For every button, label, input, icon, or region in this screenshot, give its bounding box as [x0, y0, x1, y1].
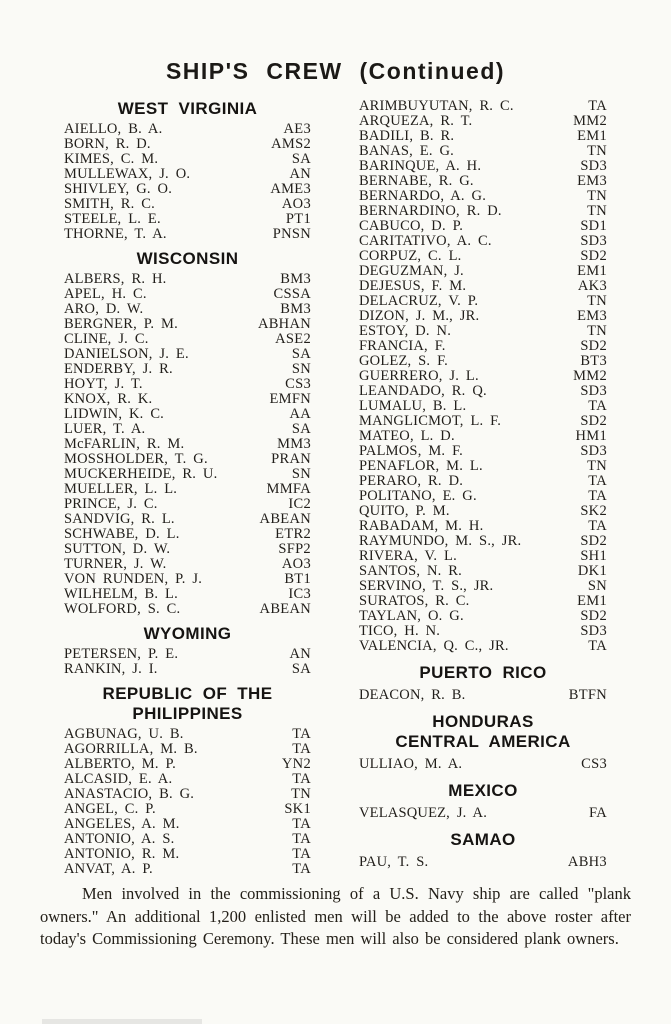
- crew-rate: TN: [587, 143, 607, 159]
- crew-rate: TA: [292, 771, 311, 787]
- crew-name: RIVERA, V. L.: [359, 548, 457, 564]
- crew-row: [359, 279, 607, 294]
- crew-rate: AO3: [281, 196, 311, 212]
- roster-columns: [64, 99, 607, 877]
- crew-row: [359, 564, 607, 579]
- crew-rate: MM2: [573, 113, 607, 129]
- crew-rate: TA: [588, 473, 607, 489]
- crew-rate: EM3: [577, 173, 607, 189]
- crew-row: [359, 399, 607, 414]
- crew-rate: TA: [588, 488, 607, 504]
- crew-row: [64, 152, 311, 167]
- crew-rate: ETR2: [275, 526, 311, 542]
- crew-name: PENAFLOR, M. L.: [359, 458, 483, 474]
- crew-rate: SN: [587, 578, 607, 594]
- crew-row: [359, 639, 607, 654]
- crew-rate: TN: [291, 786, 311, 802]
- crew-rate: SD2: [580, 413, 607, 429]
- crew-row: [64, 557, 311, 572]
- crew-rate: SFP2: [278, 541, 311, 557]
- crew-row: [64, 332, 311, 347]
- crew-row: [64, 847, 311, 862]
- crew-name: VON RUNDEN, P. J.: [64, 571, 203, 587]
- crew-name: CARITATIVO, A. C.: [359, 233, 492, 249]
- crew-name: RABADAM, M. H.: [359, 518, 484, 534]
- roster-section: [64, 624, 311, 677]
- crew-name: ARQUEZA, R. T.: [359, 113, 473, 129]
- crew-name: BERGNER, P. M.: [64, 316, 178, 332]
- crew-rate: ABEAN: [259, 601, 311, 617]
- crew-row: [64, 832, 311, 847]
- crew-name: TURNER, J. W.: [64, 556, 167, 572]
- crew-name: BADILI, B. R.: [359, 128, 455, 144]
- crew-row: [64, 362, 311, 377]
- crew-name: CLINE, J. C.: [64, 331, 149, 347]
- crew-row: [359, 489, 607, 504]
- crew-name: MUELLER, L. L.: [64, 481, 178, 497]
- crew-row: [64, 197, 311, 212]
- crew-row: [64, 727, 311, 742]
- crew-name: WOLFORD, S. C.: [64, 601, 181, 617]
- crew-rate: PRAN: [271, 451, 311, 467]
- crew-name: SANDVIG, R. L.: [64, 511, 175, 527]
- crew-name: DEGUZMAN, J.: [359, 263, 464, 279]
- section-heading: [64, 99, 311, 119]
- section-heading: [359, 712, 607, 752]
- crew-row: [359, 757, 607, 772]
- crew-row: [64, 572, 311, 587]
- crew-name: PAU, T. S.: [359, 854, 429, 870]
- crew-name: PALMOS, M. F.: [359, 443, 464, 459]
- crew-rate: CS3: [581, 756, 607, 772]
- roster-column-right: [359, 99, 607, 870]
- crew-row: [64, 467, 311, 482]
- crew-row: [359, 369, 607, 384]
- crew-rate: EM1: [577, 593, 607, 609]
- crew-rate: TA: [588, 98, 607, 114]
- crew-name: BERNARDO, A. G.: [359, 188, 487, 204]
- crew-row: [359, 354, 607, 369]
- roster-section: [359, 830, 607, 870]
- crew-rate: BTFN: [568, 687, 607, 703]
- crew-name: GOLEZ, S. F.: [359, 353, 449, 369]
- crew-name: MULLEWAX, J. O.: [64, 166, 191, 182]
- crew-row: [359, 504, 607, 519]
- crew-row: [64, 227, 311, 242]
- crew-name: PETERSEN, P. E.: [64, 646, 179, 662]
- crew-rate: IC2: [288, 496, 311, 512]
- crew-row: [359, 264, 607, 279]
- crew-rate: ABEAN: [259, 511, 311, 527]
- crew-name: VALENCIA, Q. C., JR.: [359, 638, 509, 654]
- section-heading-line: PUERTO RICO: [419, 663, 547, 682]
- roster-section: [64, 684, 311, 877]
- crew-rate: TA: [292, 726, 311, 742]
- crew-row: [359, 174, 607, 189]
- crew-rate: EM3: [577, 308, 607, 324]
- crew-row: [64, 497, 311, 512]
- crew-name: ANVAT, A. P.: [64, 861, 153, 877]
- crew-rate: TN: [587, 323, 607, 339]
- crew-name: BARINQUE, A. H.: [359, 158, 482, 174]
- crew-name: PERARO, R. D.: [359, 473, 464, 489]
- crew-row: [359, 594, 607, 609]
- crew-rate: MM2: [573, 368, 607, 384]
- crew-rate: SK2: [580, 503, 607, 519]
- crew-name: WILHELM, B. L.: [64, 586, 178, 602]
- crew-name: MOSSHOLDER, T. G.: [64, 451, 208, 467]
- crew-rate: TN: [587, 203, 607, 219]
- section-heading-line: HONDURAS: [432, 712, 534, 731]
- crew-name: HOYT, J. T.: [64, 376, 143, 392]
- crew-row: [64, 272, 311, 287]
- crew-rate: YN2: [281, 756, 311, 772]
- crew-row: [359, 129, 607, 144]
- crew-name: MUCKERHEIDE, R. U.: [64, 466, 218, 482]
- crew-rate: ABH3: [567, 854, 607, 870]
- crew-rate: TA: [292, 816, 311, 832]
- crew-rate: TA: [588, 518, 607, 534]
- crew-row: [64, 377, 311, 392]
- crew-row: [359, 249, 607, 264]
- section-heading-line: WISCONSIN: [136, 249, 239, 268]
- section-heading-line: SAMAO: [450, 830, 516, 849]
- crew-row: [64, 422, 311, 437]
- crew-row: [359, 549, 607, 564]
- crew-row: [359, 114, 607, 129]
- crew-name: DEACON, R. B.: [359, 687, 466, 703]
- crew-rate: SA: [291, 346, 311, 362]
- crew-rate: BM3: [280, 271, 311, 287]
- plank-owners-note: Men involved in the commissioning of a U.S. Navy ship are called "plank owners." An additional 1,200 enlisted men will be added to the above roster after today's Commissioning Ceremony. These men will also be considered plank owners.: [40, 884, 631, 948]
- crew-row: [64, 757, 311, 772]
- crew-row: [64, 167, 311, 182]
- crew-rate: AN: [289, 646, 311, 662]
- crew-name: DANIELSON, J. E.: [64, 346, 189, 362]
- crew-row: [64, 587, 311, 602]
- crew-rate: SD3: [580, 158, 607, 174]
- crew-rate: BT1: [284, 571, 311, 587]
- roster-section: [359, 99, 607, 654]
- crew-name: KNOX, R. K.: [64, 391, 153, 407]
- crew-row: [359, 579, 607, 594]
- crew-name: BORN, R. D.: [64, 136, 151, 152]
- page-title: SHIP'S CREW (Continued): [165, 58, 506, 84]
- crew-row: [64, 662, 311, 677]
- crew-row: [64, 542, 311, 557]
- crew-rate: CS3: [285, 376, 311, 392]
- crew-row: [359, 219, 607, 234]
- crew-row: [359, 534, 607, 549]
- crew-rate: ABHAN: [257, 316, 311, 332]
- crew-rate: SD2: [580, 533, 607, 549]
- crew-row: [64, 742, 311, 757]
- roster-section: [359, 712, 607, 772]
- crew-name: FRANCIA, F.: [359, 338, 446, 354]
- crew-rate: MMFA: [266, 481, 311, 497]
- crew-rate: SD3: [580, 383, 607, 399]
- crew-name: ANGEL, C. P.: [64, 801, 156, 817]
- crew-row: [359, 339, 607, 354]
- crew-row: [359, 688, 607, 703]
- crew-name: SCHWABE, D. L.: [64, 526, 180, 542]
- crew-rate: AMS2: [271, 136, 311, 152]
- crew-row: [359, 204, 607, 219]
- crew-rate: AN: [289, 166, 311, 182]
- scan-artifact: [42, 1019, 202, 1024]
- section-heading-line: CENTRAL AMERICA: [395, 732, 571, 751]
- crew-rate: SD2: [580, 608, 607, 624]
- crew-rate: SA: [291, 661, 311, 677]
- section-heading-line: MEXICO: [448, 781, 518, 800]
- crew-row: [359, 384, 607, 399]
- crew-name: PRINCE, J. C.: [64, 496, 158, 512]
- crew-row: [359, 414, 607, 429]
- crew-name: DELACRUZ, V. P.: [359, 293, 479, 309]
- roster-section: [359, 781, 607, 821]
- crew-rate: PT1: [285, 211, 311, 227]
- crew-rate: SD1: [580, 218, 607, 234]
- crew-row: [64, 287, 311, 302]
- crew-name: ULLIAO, M. A.: [359, 756, 463, 772]
- section-heading: [64, 684, 311, 724]
- crew-name: VELASQUEZ, J. A.: [359, 805, 488, 821]
- crew-rate: DK1: [577, 563, 607, 579]
- crew-row: [64, 392, 311, 407]
- crew-name: ESTOY, D. N.: [359, 323, 452, 339]
- crew-name: APEL, H. C.: [64, 286, 147, 302]
- crew-name: KIMES, C. M.: [64, 151, 159, 167]
- section-heading: [359, 663, 607, 683]
- crew-name: BANAS, E. G.: [359, 143, 455, 159]
- crew-row: [64, 802, 311, 817]
- crew-name: SMITH, R. C.: [64, 196, 155, 212]
- crew-row: [359, 624, 607, 639]
- crew-row: [64, 817, 311, 832]
- crew-rate: FA: [588, 805, 607, 821]
- crew-rate: TA: [588, 638, 607, 654]
- crew-rate: PNSN: [272, 226, 311, 242]
- crew-row: [359, 99, 607, 114]
- crew-name: MATEO, L. D.: [359, 428, 455, 444]
- crew-name: ARIMBUYUTAN, R. C.: [359, 98, 514, 114]
- crew-row: [359, 474, 607, 489]
- section-heading: [359, 781, 607, 801]
- crew-rate: SH1: [580, 548, 607, 564]
- crew-rate: TA: [292, 846, 311, 862]
- roster-section: [359, 663, 607, 703]
- section-heading-line: WYOMING: [143, 624, 232, 643]
- section-heading: [359, 830, 607, 850]
- section-heading-line: REPUBLIC OF THE: [102, 684, 273, 703]
- crew-rate: AME3: [270, 181, 311, 197]
- crew-name: CORPUZ, C. L.: [359, 248, 462, 264]
- crew-name: ALBERTO, M. P.: [64, 756, 176, 772]
- crew-row: [359, 519, 607, 534]
- crew-name: BERNARDINO, R. D.: [359, 203, 502, 219]
- crew-name: RANKIN, J. I.: [64, 661, 158, 677]
- crew-name: TICO, H. N.: [359, 623, 441, 639]
- crew-row: [64, 647, 311, 662]
- crew-rate: SD3: [580, 233, 607, 249]
- crew-name: ANASTACIO, B. G.: [64, 786, 195, 802]
- crew-rate: SD3: [580, 443, 607, 459]
- crew-row: [359, 234, 607, 249]
- crew-rate: AK3: [577, 278, 607, 294]
- crew-rate: TA: [292, 741, 311, 757]
- crew-rate: HM1: [575, 428, 607, 444]
- crew-name: TAYLAN, O. G.: [359, 608, 464, 624]
- crew-row: [359, 444, 607, 459]
- crew-name: AIELLO, B. A.: [64, 121, 163, 137]
- crew-row: [64, 347, 311, 362]
- crew-rate: BT3: [580, 353, 607, 369]
- crew-name: DEJESUS, F. M.: [359, 278, 467, 294]
- crew-rate: ASE2: [275, 331, 311, 347]
- crew-name: McFARLIN, R. M.: [64, 436, 185, 452]
- crew-rate: TN: [587, 188, 607, 204]
- crew-name: ALCASID, E. A.: [64, 771, 173, 787]
- crew-name: ALBERS, R. H.: [64, 271, 167, 287]
- crew-row: [64, 482, 311, 497]
- crew-rate: TA: [292, 861, 311, 877]
- crew-row: [64, 407, 311, 422]
- section-heading-line: WEST VIRGINIA: [117, 99, 258, 118]
- crew-row: [359, 806, 607, 821]
- crew-name: ANGELES, A. M.: [64, 816, 180, 832]
- crew-row: [359, 294, 607, 309]
- crew-row: [64, 452, 311, 467]
- crew-row: [64, 137, 311, 152]
- crew-row: [64, 182, 311, 197]
- crew-name: ARO, D. W.: [64, 301, 144, 317]
- crew-rate: AE3: [283, 121, 311, 137]
- crew-row: [64, 437, 311, 452]
- crew-name: SANTOS, N. R.: [359, 563, 463, 579]
- crew-row: [64, 772, 311, 787]
- crew-name: MANGLICMOT, L. F.: [359, 413, 502, 429]
- crew-row: [64, 212, 311, 227]
- crew-rate: SN: [291, 361, 311, 377]
- crew-rate: EM1: [577, 128, 607, 144]
- crew-name: SUTTON, D. W.: [64, 541, 171, 557]
- crew-name: STEELE, L. E.: [64, 211, 161, 227]
- crew-row: [64, 602, 311, 617]
- crew-row: [64, 862, 311, 877]
- crew-name: DIZON, J. M., JR.: [359, 308, 480, 324]
- crew-name: AGORRILLA, M. B.: [64, 741, 198, 757]
- crew-row: [359, 855, 607, 870]
- crew-name: ANTONIO, A. S.: [64, 831, 175, 847]
- crew-name: LEANDADO, R. Q.: [359, 383, 487, 399]
- crew-name: ANTONIO, R. M.: [64, 846, 180, 862]
- crew-rate: MM3: [277, 436, 311, 452]
- crew-rate: SD2: [580, 338, 607, 354]
- crew-row: [359, 309, 607, 324]
- crew-row: [359, 144, 607, 159]
- crew-rate: TA: [292, 831, 311, 847]
- roster-section: [64, 249, 311, 617]
- crew-row: [359, 459, 607, 474]
- crew-row: [359, 324, 607, 339]
- crew-name: CABUCO, D. P.: [359, 218, 464, 234]
- crew-name: SHIVLEY, G. O.: [64, 181, 173, 197]
- crew-rate: IC3: [288, 586, 311, 602]
- crew-name: SERVINO, T. S., JR.: [359, 578, 494, 594]
- crew-row: [64, 122, 311, 137]
- crew-name: SURATOS, R. C.: [359, 593, 470, 609]
- crew-row: [359, 189, 607, 204]
- crew-rate: AA: [289, 406, 311, 422]
- crew-rate: SA: [291, 151, 311, 167]
- crew-row: [64, 512, 311, 527]
- section-heading: [64, 624, 311, 644]
- crew-rate: SA: [291, 421, 311, 437]
- crew-name: LIDWIN, K. C.: [64, 406, 165, 422]
- section-heading: [64, 249, 311, 269]
- crew-row: [359, 159, 607, 174]
- crew-rate: TN: [587, 458, 607, 474]
- crew-name: LUMALU, B. L.: [359, 398, 467, 414]
- roster-column-left: [64, 99, 311, 877]
- section-heading-line: PHILIPPINES: [132, 704, 243, 723]
- crew-row: [64, 317, 311, 332]
- crew-row: [359, 609, 607, 624]
- crew-row: [64, 527, 311, 542]
- crew-rate: CSSA: [273, 286, 311, 302]
- crew-name: BERNABE, R. G.: [359, 173, 474, 189]
- crew-name: LUER, T. A.: [64, 421, 146, 437]
- crew-rate: AO3: [281, 556, 311, 572]
- crew-row: [64, 787, 311, 802]
- crew-rate: EMFN: [269, 391, 311, 407]
- crew-name: AGBUNAG, U. B.: [64, 726, 184, 742]
- crew-rate: TN: [587, 293, 607, 309]
- crew-rate: BM3: [280, 301, 311, 317]
- crew-rate: TA: [588, 398, 607, 414]
- crew-name: GUERRERO, J. L.: [359, 368, 479, 384]
- crew-name: ENDERBY, J. R.: [64, 361, 173, 377]
- crew-row: [64, 302, 311, 317]
- crew-name: QUITO, P. M.: [359, 503, 450, 519]
- crew-name: RAYMUNDO, M. S., JR.: [359, 533, 522, 549]
- crew-rate: SD3: [580, 623, 607, 639]
- crew-name: POLITANO, E. G.: [359, 488, 477, 504]
- crew-rate: SD2: [580, 248, 607, 264]
- crew-rate: SK1: [284, 801, 311, 817]
- roster-section: [64, 99, 311, 242]
- crew-rate: EM1: [577, 263, 607, 279]
- crew-row: [359, 429, 607, 444]
- crew-name: THORNE, T. A.: [64, 226, 167, 242]
- crew-rate: SN: [291, 466, 311, 482]
